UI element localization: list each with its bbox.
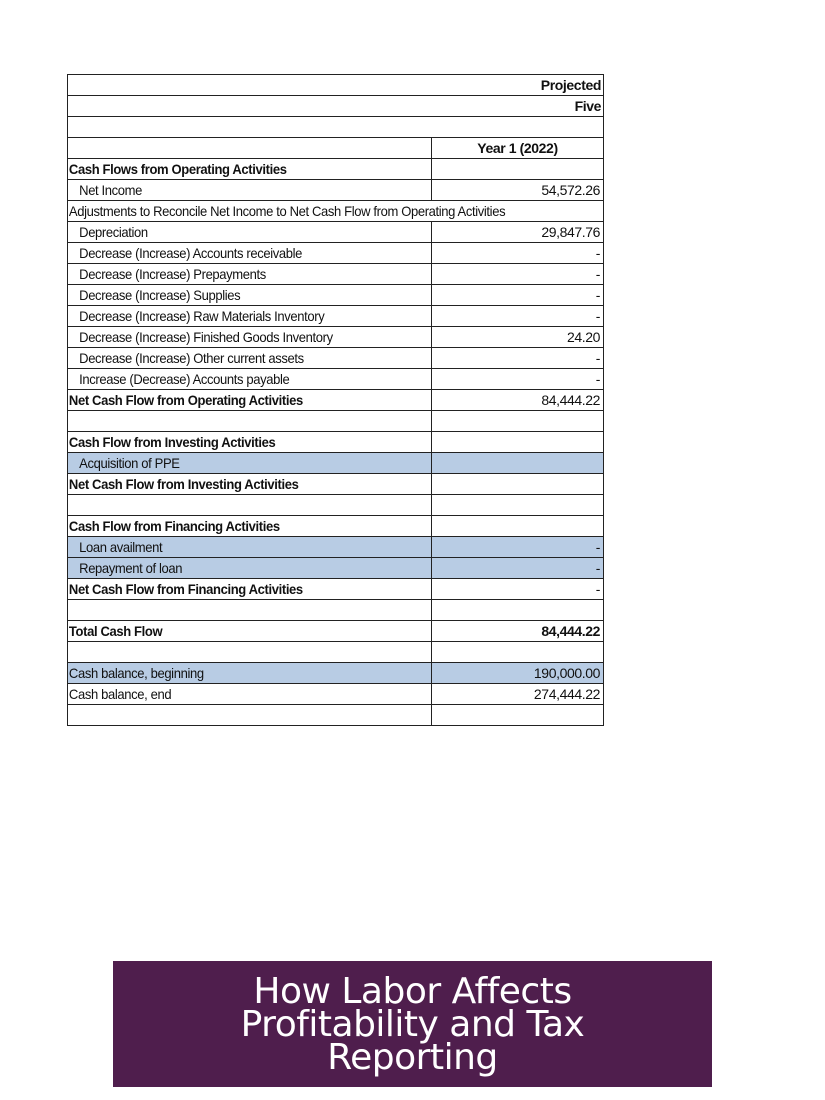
row-value: 190,000.00 (431, 663, 604, 683)
row-value: 84,444.22 (431, 390, 604, 410)
table-row (68, 264, 604, 285)
table-row (68, 180, 604, 201)
cash-flow-sheet (67, 74, 604, 726)
table-row (68, 663, 604, 684)
table-row (68, 306, 604, 327)
table-row (68, 621, 604, 642)
row-label: Cash balance, beginning (68, 665, 204, 681)
row-value (431, 495, 604, 515)
row-label: Decrease (Increase) Other current assets (79, 350, 304, 366)
header-row-five (68, 96, 604, 117)
row-label: Cash Flow from Investing Activities (68, 434, 276, 450)
table-row (68, 474, 604, 495)
table-row (68, 558, 604, 579)
header-five: Five (574, 98, 601, 114)
table-row (68, 390, 604, 411)
table-row (68, 432, 604, 453)
row-label: Decrease (Increase) Prepayments (79, 266, 266, 282)
row-label: Decrease (Increase) Raw Materials Inventory (79, 308, 325, 324)
table-row (68, 537, 604, 558)
row-label: Loan availment (79, 539, 163, 555)
row-label: Adjustments to Reconcile Net Income to Net Cash Flow from Operating Activities (68, 203, 506, 219)
row-label: Increase (Decrease) Accounts payable (79, 371, 290, 387)
title-banner (113, 961, 712, 1087)
row-label: Decrease (Increase) Accounts receivable (79, 245, 303, 261)
table-row (68, 243, 604, 264)
row-value: - (431, 579, 604, 599)
row-label (68, 705, 406, 725)
row-label (68, 411, 406, 431)
table-row (68, 285, 604, 306)
column-header-year: Year 1 (2022) (431, 138, 604, 158)
row-value (431, 159, 604, 179)
table-row (68, 705, 604, 726)
table-row (68, 600, 604, 621)
row-value: 274,444.22 (431, 684, 604, 704)
row-value: - (431, 348, 604, 368)
row-value: 54,572.26 (431, 180, 604, 200)
row-value (431, 705, 604, 725)
row-label: Net Cash Flow from Investing Activities (68, 476, 299, 492)
table-row (68, 222, 604, 243)
table-row (68, 369, 604, 390)
row-value (431, 642, 604, 662)
row-value: - (431, 264, 604, 284)
row-label: Repayment of loan (79, 560, 183, 576)
row-label: Cash balance, end (68, 686, 172, 702)
banner-title: How Labor Affects Profitability and Tax Reporting (240, 970, 585, 1078)
row-value (431, 516, 604, 536)
row-value (431, 411, 604, 431)
table-row (68, 327, 604, 348)
row-value: - (431, 306, 604, 326)
row-value: 84,444.22 (431, 621, 604, 641)
row-label: Cash Flow from Financing Activities (68, 518, 280, 534)
row-value: - (431, 537, 604, 557)
table-row (68, 348, 604, 369)
table-row (68, 453, 604, 474)
row-value: - (431, 558, 604, 578)
table-row (68, 411, 604, 432)
blank-cell (68, 117, 603, 137)
table-row (68, 495, 604, 516)
row-label: Depreciation (79, 224, 148, 240)
row-label (68, 600, 406, 620)
header-projected: Projected (540, 77, 601, 93)
row-value (431, 432, 604, 452)
row-label (68, 642, 406, 662)
table-row (68, 642, 604, 663)
row-value (431, 474, 604, 494)
row-label: Decrease (Increase) Finished Goods Inventory (79, 329, 333, 345)
column-header-label-cell (68, 138, 406, 158)
row-value: 29,847.76 (431, 222, 604, 242)
table-row (68, 201, 604, 222)
header-row-projected (68, 75, 604, 96)
row-label: Decrease (Increase) Supplies (79, 287, 241, 303)
row-label: Total Cash Flow (68, 623, 163, 639)
table-row (68, 579, 604, 600)
row-value: - (431, 243, 604, 263)
row-label: Net Cash Flow from Operating Activities (68, 392, 303, 408)
table-row (68, 684, 604, 705)
blank-row (68, 117, 604, 138)
row-value: - (431, 369, 604, 389)
row-label (68, 495, 406, 515)
row-value: - (431, 285, 604, 305)
row-value (431, 600, 604, 620)
row-label: Net Income (79, 182, 143, 198)
table-row (68, 159, 604, 180)
row-value (431, 453, 604, 473)
row-label: Net Cash Flow from Financing Activities (68, 581, 303, 597)
column-header-row (68, 138, 604, 159)
row-value: 24.20 (431, 327, 604, 347)
table-row (68, 516, 604, 537)
row-label: Cash Flows from Operating Activities (68, 161, 287, 177)
row-label: Acquisition of PPE (79, 455, 180, 471)
